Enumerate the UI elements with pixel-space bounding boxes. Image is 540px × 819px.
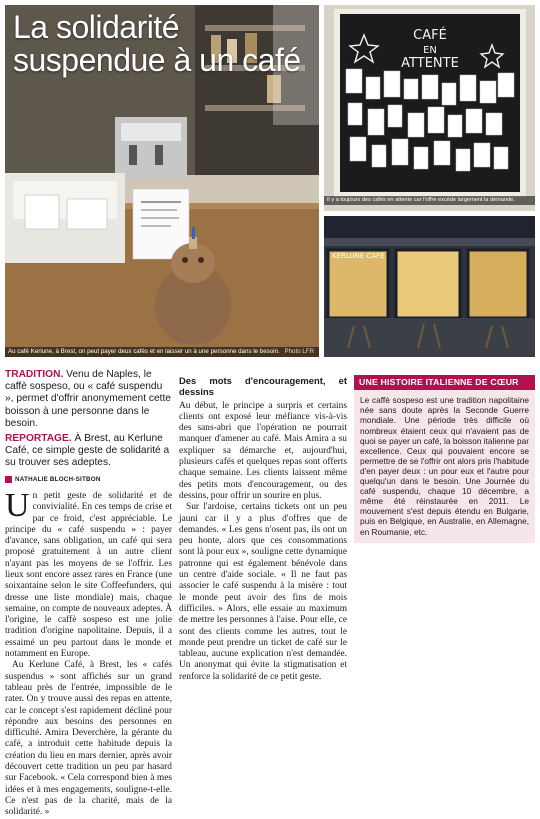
photo-storefront	[324, 216, 535, 357]
byline-square-icon	[5, 476, 12, 483]
lede	[5, 369, 172, 470]
lede-text-2: À Brest, au Kerlune Café, ce simple geste de solidarité a su trouver ses adeptes.	[5, 433, 170, 469]
storefront-sign: KERLUNE CAFÉ	[332, 252, 385, 260]
photo-credit: Photo LFR	[284, 348, 315, 355]
board-sign-line3: ATTENTE	[401, 56, 459, 71]
byline-author: NATHALIE BLOCH-SITBON	[15, 475, 101, 483]
article-column-3	[354, 369, 535, 543]
article-column-1	[5, 369, 172, 819]
article-column-2	[179, 369, 347, 683]
lede-paragraph-1	[5, 369, 172, 430]
photo-caption-board: Il y a toujours des cafés en attente car l'offre excède largement la demande.	[324, 196, 535, 205]
board-sign-line1: CAFÉ	[413, 28, 447, 43]
article-paragraph-1	[5, 486, 172, 660]
article-paragraph-2: Au Kerlune Café, à Brest, les « cafés suspendus » sont affichés sur un grand tableau près de l'entrée, impossible de le rater. On y trouve aussi des repas en attente, car le concept s'est rapidement décliné pour répondre aux besoins des personnes en difficulté. Amira Deverchère, la gérante du café, a introduit cette habitude depuis la création du lieu en mars dernier, après avoir découvert cette tradition un peu par hasard sur Facebook. « Cela correspond bien à mes idées et à mes engagements, souligne-t-elle. Ce n'est pas de la charité, mais de la solidarité. »	[5, 660, 172, 818]
headline: La solidarité suspendue à un café	[13, 9, 301, 78]
photo-cafe-interior	[5, 5, 319, 357]
byline	[5, 474, 172, 485]
photo-coffee-board	[324, 5, 535, 211]
article-paragraph-3: Au début, le principe a surpris et certains clients ont exposé leur méfiance vis-à-vis des sans-abri que l'opération ne pourrait manquer d'amener au café. Mais Amira a su expliquer sa démarche et, aujourd'hui, plusieurs cafés et quelques repas sont offerts chaque semaine. Les clients laissent même des petits mots d'encouragement, ou des dessins, pour offrir un sourire en plus.	[179, 400, 347, 501]
board-illustration	[324, 5, 535, 211]
dropcap: U	[5, 486, 30, 524]
photo-caption-cafe	[5, 347, 319, 357]
lede-kicker-1: TRADITION.	[5, 369, 64, 380]
storefront-illustration	[324, 216, 535, 357]
caption-cafe-text: Au café Kerlune, à Brest, on peut payer deux cafés et en laisser un à une personne dans le besoin.	[8, 348, 280, 355]
lede-text-1: Venu de Naples, le caffè sospeso, ou « café suspendu », permet d'offrir anonymement cette boisson à une personne dans le besoin.	[5, 369, 171, 429]
article-subhead: Des mots d'encouragement, et dessins	[179, 375, 347, 398]
lede-kicker-2: REPORTAGE.	[5, 433, 72, 445]
sidebar-box	[354, 390, 535, 542]
article-paragraph-4: Sur l'ardoise, certains tickets ont un peu jauni car il y a plus d'offres que de demandes. « Les gens n'osent pas, ils ont un peu honte, alors que ces consommations sont là pour eux », souligne cette dynamique patronne qui est également bénévole dans un centre d'aide sociale. « Il ne faut pas associer le café suspendu à la misère : tout le monde peut avoir des fins de mois difficiles. » Alors, elle essaie au maximum de mettre les personnes à l'aise. Pour elle, ce sont des clients comme les autres, tout le monde peut prendre un ticket de café sur le tableau, aucune explication n'est demandée. Un anonymat qui évite la stigmatisation et renforce la solidarité de ce petit geste.	[179, 502, 347, 682]
sidebar-text: Le caffè sospeso est une tradition napolitaine née sans doute après la Seconde Guerre mondiale. Une période très difficile où nombreux étaient ceux qui n'avaient pas de quoi se payer un café, la boisson italienne par excellence. Ceux qui pouvaient encore se permettre de se l'offrir ont alors pris l'habitude d'en payer deux : un pour eux et l'autre pour quelqu'un dans le besoin. Une Journée du café suspendu, chaque 10 décembre, a même été réinstaurée en 2011. Le mouvement s'est depuis étendu en Bulgarie, puis en Belgique, en Australie, en Allemagne, en Roumanie, etc.	[360, 395, 529, 537]
article-paragraph-1-text: n petit geste de solidarité et de convivialité. En ces temps de crise et par ce froid, c'est appréciable. Le principe du « café suspendu » : payer d'avance, sans obligation, un café qui sera proposé gratuitement à un autre client n'ayant pas les moyens de se l'offrir. Les lieux sont encore assez rares en France (une soixantaine selon le site Coffeefunders, qui dresse une liste mondiale) mais, chaque semaine, on compte de nouveaux adeptes. À l'origine, le caffè sospeso est une jolie tradition d'origine napolitaine. Depuis, il a essaimé un peu partout dans le monde et notamment en Europe.	[5, 490, 172, 660]
board-sign-line2: EN	[423, 45, 437, 56]
sidebar-title: UNE HISTOIRE ITALIENNE DE CŒUR	[354, 375, 535, 390]
lede-paragraph-2	[5, 433, 172, 470]
